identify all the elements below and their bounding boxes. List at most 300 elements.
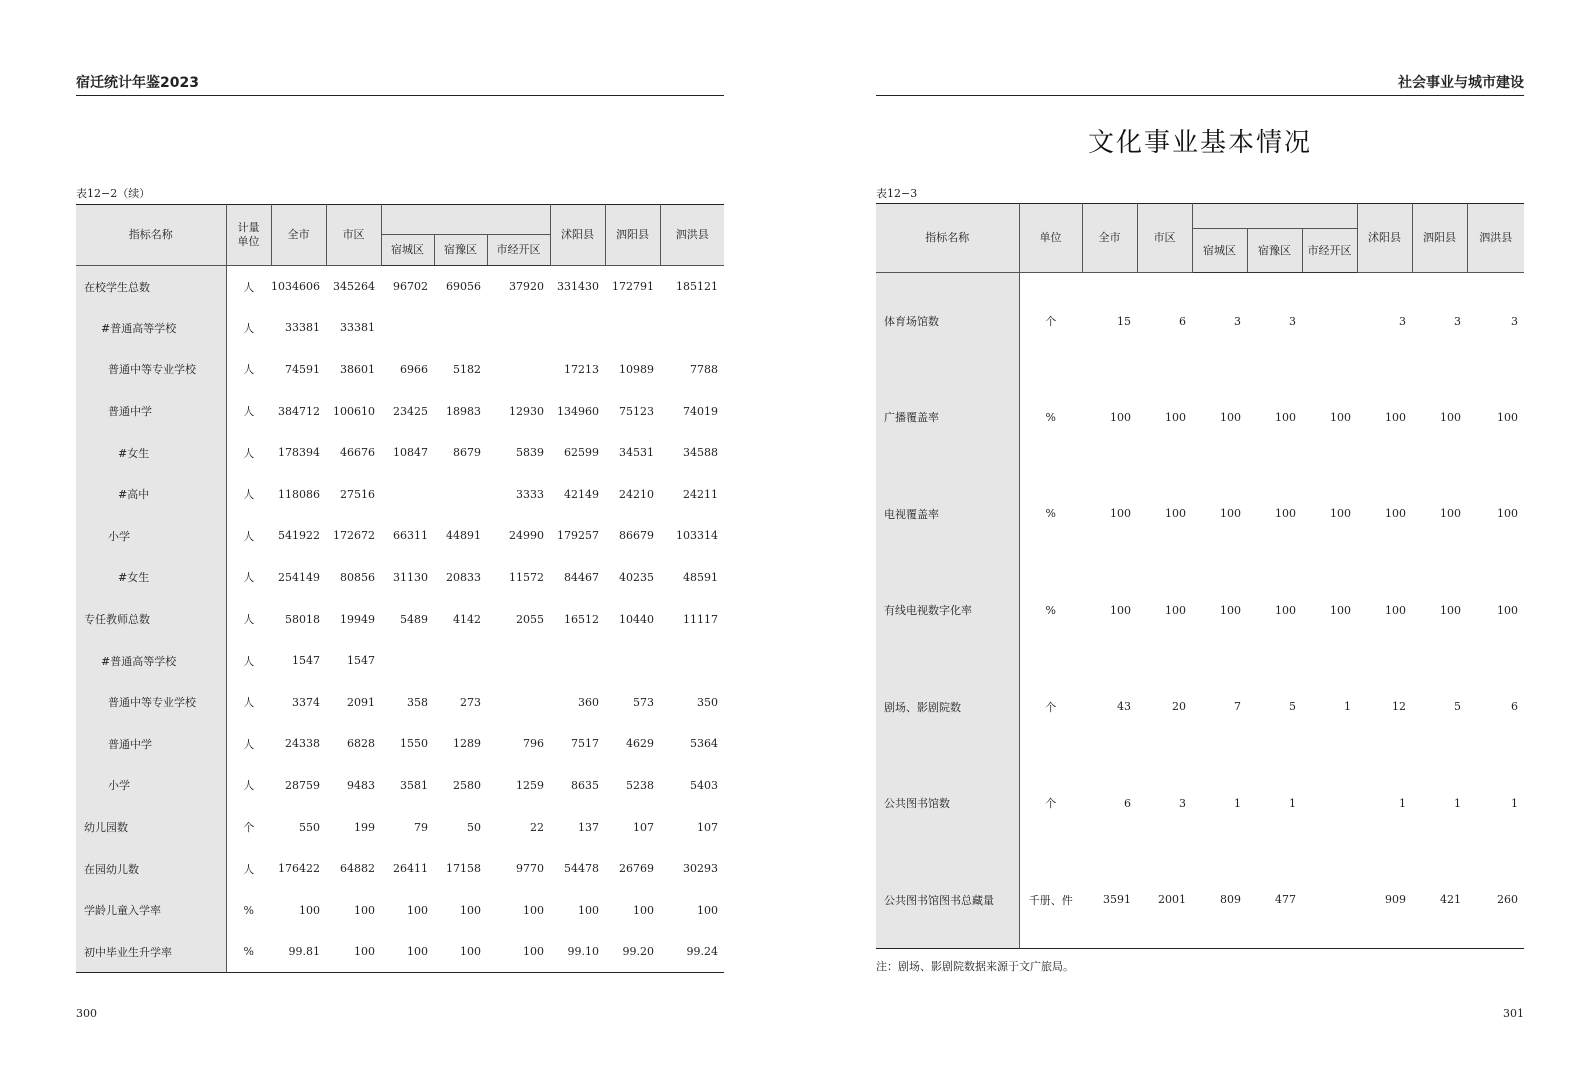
value-cell: 24990 (509, 529, 545, 543)
value-cell: 541922 (278, 529, 320, 543)
value-cell: 64882 (340, 862, 375, 876)
header-sub-3: 市经开区 (487, 235, 550, 266)
value-cell: 28759 (285, 778, 320, 792)
value-cell: 17158 (446, 862, 481, 876)
value-cell: 16512 (564, 612, 600, 626)
right-page (876, 0, 1524, 1077)
value-cell: 10989 (619, 362, 655, 376)
value-cell: 100 (354, 903, 375, 917)
value-cell: 2091 (347, 695, 375, 709)
value-cell: 331430 (557, 280, 600, 294)
value-cell: 43 (1117, 700, 1131, 714)
unit-cell: 人 (243, 446, 255, 460)
value-cell: 11572 (509, 570, 545, 584)
value-cell: 100 (1385, 410, 1407, 424)
value-cell: 34588 (683, 446, 719, 460)
value-cell: 100 (633, 903, 655, 917)
value-cell: 24211 (683, 487, 719, 501)
value-cell: 26769 (619, 862, 655, 876)
unit-cell: 人 (243, 363, 255, 377)
value-cell: 421 (1440, 893, 1462, 906)
value-cell: 4142 (453, 612, 481, 626)
value-cell: 100 (1440, 410, 1462, 424)
unit-cell: 千册、件 (1028, 893, 1073, 907)
value-cell: 384712 (278, 404, 320, 418)
page-title: 文化事业基本情况 (1087, 128, 1312, 158)
indicator-name: 在园幼儿数 (76, 848, 226, 890)
value-cell: 4629 (626, 737, 655, 751)
header-urban: 市区 (1137, 204, 1192, 273)
value-cell: 3374 (292, 695, 320, 709)
indicator-name: 普通中等专业学校 (76, 349, 226, 391)
header-county-1: 沭阳县 (1357, 204, 1412, 273)
value-cell: 10440 (619, 612, 655, 626)
value-cell: 26411 (393, 862, 428, 876)
value-cell: 1259 (516, 778, 545, 792)
unit-cell: % (243, 945, 254, 959)
value-cell (381, 473, 434, 515)
page-number: 300 (76, 1007, 97, 1020)
value-cell: 100 (1440, 603, 1462, 617)
value-cell: 10847 (393, 446, 428, 460)
indicator-name: 幼儿园数 (76, 806, 226, 848)
unit-cell: 人 (243, 654, 255, 668)
value-cell: 20833 (446, 570, 481, 584)
header-name: 指标名称 (76, 205, 226, 266)
value-cell: 100 (1330, 603, 1352, 617)
indicator-name: #女生 (76, 432, 226, 474)
value-cell: 100610 (333, 404, 375, 418)
value-cell (1302, 852, 1357, 949)
header-urban: 市区 (326, 205, 381, 266)
value-cell: 99.81 (288, 945, 320, 959)
header-sub-2: 宿豫区 (1247, 229, 1302, 273)
value-cell (381, 307, 434, 349)
value-cell: 100 (460, 903, 481, 917)
value-cell: 100 (407, 945, 428, 959)
value-cell (1302, 755, 1357, 852)
value-cell: 99.20 (622, 945, 655, 959)
value-cell: 100 (1440, 507, 1462, 521)
indicator-name: #普通高等学校 (76, 640, 226, 682)
value-cell: 8679 (453, 446, 481, 460)
header-unit: 单位 (1019, 204, 1082, 273)
value-cell: 8635 (571, 778, 600, 792)
value-cell: 1550 (400, 737, 428, 751)
value-cell: 44891 (446, 529, 481, 543)
unit-cell: 人 (243, 737, 255, 751)
value-cell (550, 640, 605, 682)
value-cell: 38601 (340, 362, 375, 376)
value-cell: 100 (1220, 603, 1241, 617)
value-cell: 6966 (400, 362, 428, 376)
unit-cell: 人 (243, 613, 255, 627)
running-header (76, 76, 724, 96)
value-cell: 273 (460, 695, 481, 709)
unit-cell: 人 (243, 321, 255, 335)
indicator-name: 在校学生总数 (76, 266, 226, 308)
value-cell: 24338 (285, 737, 320, 751)
indicator-name: 小学 (76, 765, 226, 807)
value-cell: 7517 (571, 737, 600, 751)
value-cell (660, 640, 724, 682)
value-cell: 3 (1234, 314, 1241, 328)
value-cell: 100 (1385, 507, 1407, 521)
indicator-name: 有线电视数字化率 (876, 562, 1019, 659)
header-sub-2: 宿豫区 (434, 235, 487, 266)
value-cell (487, 681, 550, 723)
value-cell: 18983 (446, 404, 481, 418)
indicator-name: 剧场、影剧院数 (876, 659, 1019, 756)
unit-cell: 人 (243, 405, 255, 419)
value-cell: 79 (414, 820, 428, 834)
value-cell: 796 (523, 737, 545, 751)
value-cell: 1 (1454, 796, 1462, 810)
value-cell (660, 307, 724, 349)
indicator-name: 公共图书馆图书总藏量 (876, 852, 1019, 949)
value-cell: 1547 (347, 654, 375, 668)
value-cell: 178394 (278, 446, 320, 460)
header-urban-sub-group (381, 205, 550, 235)
value-cell: 1 (1511, 796, 1519, 810)
value-cell: 2055 (516, 612, 545, 626)
value-cell: 66311 (393, 529, 428, 543)
unit-cell: 人 (243, 488, 255, 502)
running-header (876, 76, 1524, 96)
header-county-1: 沭阳县 (550, 205, 605, 266)
value-cell: 22 (530, 820, 545, 834)
value-cell: 185121 (676, 280, 719, 294)
value-cell: 172791 (612, 280, 655, 294)
table-row (76, 640, 724, 682)
unit-cell: 人 (243, 529, 255, 543)
value-cell: 100 (1220, 507, 1241, 521)
value-cell: 20 (1172, 700, 1186, 714)
value-cell: 31130 (393, 570, 428, 584)
value-cell: 15 (1117, 314, 1131, 328)
unit-cell: % (1045, 507, 1056, 521)
value-cell (434, 640, 487, 682)
value-cell: 100 (354, 945, 375, 959)
indicator-name: 普通中等专业学校 (76, 681, 226, 723)
header-county-3: 泗洪县 (1467, 204, 1524, 273)
value-cell (550, 307, 605, 349)
value-cell: 96702 (393, 280, 428, 294)
header-urban-sub-group (1192, 204, 1357, 229)
table-label: 表12−3 (876, 187, 918, 200)
table-row (76, 307, 724, 349)
unit-cell: % (1045, 603, 1056, 617)
value-cell: 254149 (278, 570, 320, 584)
value-cell: 58018 (285, 612, 320, 626)
value-cell: 3 (1179, 796, 1186, 810)
value-cell: 100 (1385, 603, 1407, 617)
unit-cell: 人 (243, 280, 255, 294)
value-cell: 40235 (619, 570, 655, 584)
value-cell: 176422 (278, 862, 320, 876)
value-cell: 573 (633, 695, 655, 709)
indicator-name: 普通中学 (76, 390, 226, 432)
value-cell: 1289 (453, 737, 481, 751)
indicator-name: 小学 (76, 515, 226, 557)
value-cell: 358 (407, 695, 428, 709)
value-cell: 118086 (278, 487, 320, 501)
value-cell: 69056 (446, 280, 481, 294)
value-cell: 1034606 (271, 280, 320, 294)
value-cell: 6 (1179, 314, 1186, 328)
value-cell: 1 (1344, 700, 1352, 714)
indicator-name: #高中 (76, 473, 226, 515)
value-cell (381, 640, 434, 682)
value-cell: 3 (1511, 314, 1519, 328)
value-cell: 179257 (557, 529, 600, 543)
indicator-name: #女生 (76, 557, 226, 599)
table-row (876, 466, 1524, 563)
value-cell: 33381 (340, 321, 375, 335)
indicator-name: 初中毕业生升学率 (76, 931, 226, 973)
value-cell: 6 (1511, 700, 1519, 714)
value-cell (434, 307, 487, 349)
value-cell: 477 (1275, 893, 1296, 906)
header-county-2: 泗阳县 (605, 205, 660, 266)
value-cell: 1547 (292, 654, 320, 668)
table-row (76, 390, 724, 432)
value-cell: 100 (1110, 507, 1131, 521)
value-cell: 350 (697, 695, 719, 709)
value-cell: 260 (1497, 893, 1519, 906)
value-cell: 360 (578, 695, 600, 709)
table-row (76, 765, 724, 807)
header-city: 全市 (271, 205, 326, 266)
value-cell: 9770 (516, 862, 545, 876)
indicator-name: #普通高等学校 (76, 307, 226, 349)
value-cell: 12930 (509, 404, 545, 418)
value-cell: 34531 (619, 446, 655, 460)
indicator-name: 学龄儿童入学率 (76, 889, 226, 931)
value-cell: 107 (697, 820, 719, 834)
value-cell: 62599 (564, 446, 600, 460)
table-row (76, 432, 724, 474)
value-cell: 3581 (400, 778, 428, 792)
indicator-name: 公共图书馆数 (876, 755, 1019, 852)
value-cell: 100 (1220, 410, 1241, 424)
value-cell: 172672 (333, 529, 375, 543)
table-row (76, 473, 724, 515)
unit-cell: 人 (243, 571, 255, 585)
header-unit: 计量 单位 (226, 205, 271, 266)
header-sub-1: 宿城区 (1192, 229, 1247, 273)
culture-table (876, 203, 1524, 949)
value-cell: 5839 (516, 446, 545, 460)
header-sub-3: 市经开区 (1302, 229, 1357, 273)
value-cell: 5 (1454, 700, 1462, 714)
value-cell: 3 (1454, 314, 1462, 328)
table-row (876, 755, 1524, 852)
unit-cell: 个 (1045, 797, 1057, 811)
section-title: 社会事业与城市建设 (1398, 75, 1524, 91)
value-cell: 12 (1392, 700, 1407, 714)
header-county-3: 泗洪县 (660, 205, 724, 266)
value-cell: 100 (1497, 507, 1519, 521)
unit-cell: 个 (1045, 315, 1057, 328)
value-cell: 27516 (340, 487, 375, 501)
indicator-name: 电视覆盖率 (876, 466, 1019, 563)
value-cell: 5403 (690, 778, 719, 792)
table-row (76, 598, 724, 640)
table-row (76, 806, 724, 848)
value-cell: 100 (1275, 410, 1296, 424)
value-cell: 3591 (1103, 893, 1131, 906)
value-cell: 7 (1234, 700, 1241, 714)
value-cell: 100 (1110, 603, 1131, 617)
header-county-2: 泗阳县 (1412, 204, 1467, 273)
education-table (76, 204, 724, 973)
table-row (76, 931, 724, 973)
value-cell: 1 (1399, 796, 1407, 810)
table-row (76, 266, 724, 308)
value-cell: 100 (1165, 410, 1186, 424)
value-cell: 199 (354, 820, 375, 834)
value-cell: 100 (407, 903, 428, 917)
value-cell: 84467 (564, 570, 600, 584)
value-cell (605, 640, 660, 682)
value-cell: 100 (1330, 410, 1352, 424)
value-cell: 5238 (626, 778, 655, 792)
table-row (876, 562, 1524, 659)
table-row (876, 273, 1524, 370)
value-cell: 107 (633, 820, 655, 834)
value-cell: 2001 (1158, 893, 1186, 906)
value-cell: 5489 (400, 612, 428, 626)
value-cell (487, 307, 550, 349)
value-cell: 100 (460, 945, 481, 959)
value-cell: 17213 (564, 362, 600, 376)
value-cell: 100 (1275, 603, 1296, 617)
value-cell: 3333 (516, 487, 545, 501)
value-cell: 74591 (285, 362, 320, 376)
table-row (76, 515, 724, 557)
unit-cell: 个 (1045, 700, 1057, 714)
indicator-name: 普通中学 (76, 723, 226, 765)
value-cell: 23425 (393, 404, 428, 418)
value-cell: 1 (1234, 796, 1241, 810)
value-cell (487, 349, 550, 391)
unit-cell: 人 (243, 696, 255, 710)
table-note: 注：剧场、影剧院数据来源于文广旅局。 (876, 960, 1074, 973)
value-cell: 46676 (340, 446, 375, 460)
value-cell: 134960 (557, 404, 600, 418)
header-city: 全市 (1082, 204, 1137, 273)
value-cell: 5364 (690, 737, 719, 751)
value-cell: 3 (1399, 314, 1407, 328)
value-cell: 100 (1110, 410, 1131, 424)
value-cell: 75123 (619, 404, 655, 418)
value-cell: 11117 (683, 612, 719, 626)
value-cell: 100 (523, 903, 545, 917)
value-cell: 100 (1165, 603, 1186, 617)
header-name: 指标名称 (876, 204, 1019, 273)
value-cell: 7788 (690, 362, 719, 376)
table-row (876, 369, 1524, 466)
value-cell: 42149 (564, 487, 600, 501)
value-cell: 103314 (676, 529, 719, 543)
table-row (76, 681, 724, 723)
value-cell: 86679 (619, 529, 655, 543)
left-page (76, 0, 724, 1077)
indicator-name: 体育场馆数 (876, 273, 1019, 370)
unit-cell: % (243, 903, 254, 917)
table-row (76, 349, 724, 391)
value-cell: 100 (1497, 410, 1519, 424)
value-cell: 37920 (509, 280, 545, 294)
value-cell: 809 (1220, 893, 1241, 906)
value-cell: 100 (1330, 507, 1352, 521)
value-cell: 9483 (347, 778, 375, 792)
unit-cell: 个 (243, 821, 255, 835)
value-cell: 100 (1165, 507, 1186, 521)
value-cell: 5 (1289, 700, 1296, 714)
header-sub-1: 宿城区 (381, 235, 434, 266)
value-cell: 33381 (285, 321, 320, 335)
value-cell (605, 307, 660, 349)
table-row (76, 889, 724, 931)
unit-cell: 人 (243, 779, 255, 793)
value-cell: 19949 (340, 612, 375, 626)
value-cell: 24210 (619, 487, 655, 501)
value-cell: 2580 (453, 778, 481, 792)
value-cell: 50 (467, 820, 481, 834)
value-cell: 3 (1289, 314, 1296, 328)
indicator-name: 专任教师总数 (76, 598, 226, 640)
page-number: 301 (1503, 1007, 1524, 1020)
value-cell: 100 (523, 945, 545, 959)
value-cell: 909 (1385, 893, 1407, 906)
table-row (76, 723, 724, 765)
value-cell: 100 (697, 903, 719, 917)
table-row (876, 659, 1524, 756)
value-cell: 100 (299, 903, 320, 917)
value-cell: 99.24 (686, 945, 719, 959)
value-cell: 80856 (340, 570, 375, 584)
unit-cell: % (1045, 410, 1056, 424)
value-cell: 100 (1497, 603, 1519, 617)
yearbook-title: 宿迁统计年鉴2023 (76, 75, 199, 91)
value-cell: 5182 (453, 362, 481, 376)
value-cell (487, 640, 550, 682)
table-row (76, 557, 724, 599)
value-cell: 100 (1275, 507, 1296, 521)
value-cell: 74019 (683, 404, 719, 418)
table-row (876, 852, 1524, 949)
value-cell: 137 (578, 820, 600, 834)
value-cell: 1 (1289, 796, 1296, 810)
table-label: 表12−2（续） (76, 187, 151, 200)
value-cell: 30293 (683, 862, 719, 876)
value-cell: 6828 (347, 737, 375, 751)
indicator-name: 广播覆盖率 (876, 369, 1019, 466)
value-cell (1302, 273, 1357, 370)
value-cell: 345264 (333, 280, 375, 294)
value-cell: 6 (1124, 796, 1131, 810)
value-cell: 54478 (564, 862, 600, 876)
value-cell: 99.10 (567, 945, 600, 959)
value-cell: 550 (299, 820, 320, 834)
table-row (76, 848, 724, 890)
unit-cell: 人 (243, 862, 255, 876)
value-cell (434, 473, 487, 515)
value-cell: 48591 (683, 570, 719, 584)
value-cell: 100 (578, 903, 600, 917)
